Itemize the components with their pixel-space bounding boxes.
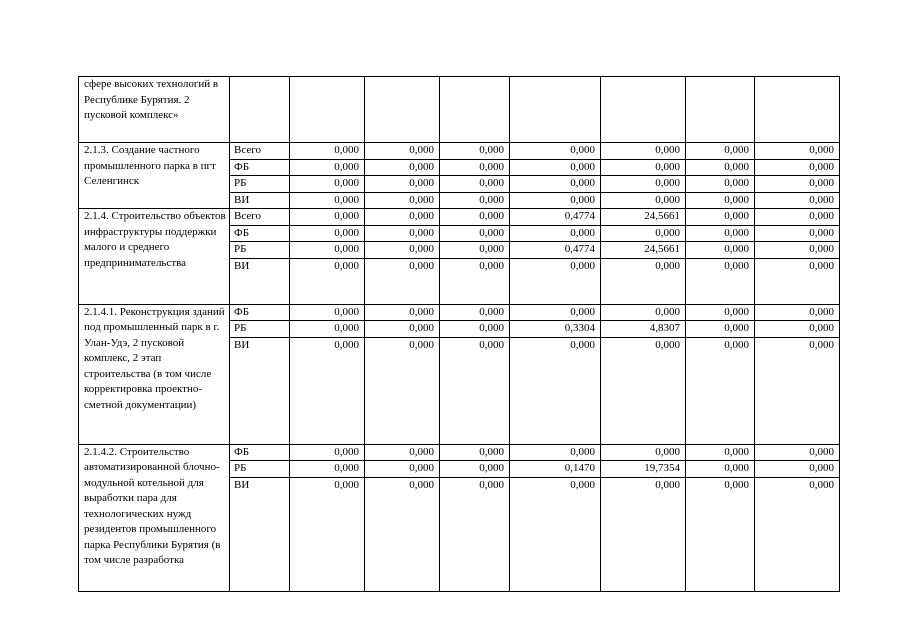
value-cell: 0,000 — [510, 477, 601, 591]
value-cell: 0,000 — [365, 159, 440, 176]
value-cell: 0,000 — [601, 159, 686, 176]
value-cell: 0,000 — [365, 337, 440, 444]
value-cell — [440, 77, 510, 143]
value-cell — [290, 77, 365, 143]
value-cell: 0,000 — [290, 143, 365, 160]
value-cell: 0,000 — [365, 143, 440, 160]
value-cell: 0,000 — [755, 176, 840, 193]
source-label-cell: ФБ — [230, 444, 290, 461]
value-cell: 0,000 — [440, 337, 510, 444]
value-cell: 0,000 — [686, 258, 755, 304]
value-cell: 0,000 — [365, 209, 440, 226]
source-label-cell: ВИ — [230, 477, 290, 591]
value-cell: 0,4774 — [510, 209, 601, 226]
value-cell: 0,000 — [290, 337, 365, 444]
value-cell: 0,000 — [440, 321, 510, 338]
value-cell: 0,000 — [440, 242, 510, 259]
value-cell: 0,000 — [686, 176, 755, 193]
value-cell: 0,000 — [601, 444, 686, 461]
value-cell: 0,000 — [755, 225, 840, 242]
value-cell: 0,000 — [686, 159, 755, 176]
value-cell: 0,000 — [755, 159, 840, 176]
value-cell: 0,000 — [755, 143, 840, 160]
value-cell: 0,000 — [686, 321, 755, 338]
value-cell: 0,000 — [440, 225, 510, 242]
value-cell: 24,5661 — [601, 209, 686, 226]
value-cell: 0,000 — [440, 461, 510, 478]
value-cell: 0,000 — [440, 444, 510, 461]
row-name-cell: 2.1.3. Создание частного промышленного парка в пгт Селенгинск — [79, 143, 230, 209]
row-name-cell: 2.1.4. Строительство объектов инфраструктуры поддержки малого и среднего предпринимательства — [79, 209, 230, 305]
value-cell — [510, 77, 601, 143]
value-cell: 0,000 — [686, 477, 755, 591]
value-cell: 0,000 — [755, 258, 840, 304]
source-label-cell: ВИ — [230, 337, 290, 444]
value-cell: 0,000 — [755, 304, 840, 321]
value-cell: 0,000 — [686, 143, 755, 160]
value-cell: 0,000 — [290, 225, 365, 242]
table-row — [79, 143, 840, 160]
value-cell: 0,000 — [365, 304, 440, 321]
value-cell: 0,000 — [601, 258, 686, 304]
value-cell: 0,000 — [510, 258, 601, 304]
value-cell: 0,000 — [686, 461, 755, 478]
table-row — [79, 77, 840, 143]
value-cell: 0,000 — [686, 304, 755, 321]
value-cell: 0,000 — [440, 477, 510, 591]
source-label-cell: РБ — [230, 321, 290, 338]
value-cell: 0,000 — [290, 176, 365, 193]
value-cell: 0,4774 — [510, 242, 601, 259]
value-cell: 0,000 — [290, 477, 365, 591]
value-cell: 0,000 — [440, 176, 510, 193]
value-cell: 0,000 — [510, 337, 601, 444]
value-cell: 0,000 — [510, 304, 601, 321]
value-cell: 24,5661 — [601, 242, 686, 259]
source-label-cell: РБ — [230, 176, 290, 193]
table-body — [79, 77, 840, 592]
value-cell: 0,000 — [440, 304, 510, 321]
budget-table — [78, 76, 840, 592]
value-cell — [755, 77, 840, 143]
source-label-cell: ВИ — [230, 258, 290, 304]
value-cell: 0,000 — [510, 143, 601, 160]
value-cell: 0,000 — [290, 209, 365, 226]
source-label-cell — [230, 77, 290, 143]
value-cell: 0,000 — [686, 337, 755, 444]
table-row — [79, 209, 840, 226]
value-cell: 0,000 — [290, 159, 365, 176]
value-cell: 0,000 — [601, 337, 686, 444]
value-cell: 0,000 — [686, 192, 755, 209]
value-cell: 0,000 — [510, 192, 601, 209]
value-cell: 0,000 — [601, 304, 686, 321]
source-label-cell: Всего — [230, 143, 290, 160]
value-cell: 0,000 — [440, 159, 510, 176]
value-cell: 0,000 — [755, 192, 840, 209]
value-cell: 0,3304 — [510, 321, 601, 338]
value-cell — [686, 77, 755, 143]
value-cell: 0,000 — [755, 209, 840, 226]
value-cell: 0,000 — [440, 209, 510, 226]
value-cell: 0,000 — [601, 192, 686, 209]
source-label-cell: ФБ — [230, 225, 290, 242]
value-cell: 0,000 — [440, 143, 510, 160]
value-cell: 0,000 — [510, 176, 601, 193]
value-cell: 0,000 — [365, 461, 440, 478]
row-name-cell: сфере высоких технологий в Республике Бурятия. 2 пусковой комплекс» — [79, 77, 230, 143]
value-cell: 0,000 — [365, 444, 440, 461]
value-cell: 0,000 — [290, 461, 365, 478]
source-label-cell: ВИ — [230, 192, 290, 209]
value-cell: 0,000 — [510, 444, 601, 461]
value-cell: 0,000 — [686, 209, 755, 226]
value-cell: 0,000 — [365, 477, 440, 591]
value-cell: 0,000 — [510, 225, 601, 242]
value-cell: 0,000 — [686, 444, 755, 461]
value-cell: 0,000 — [365, 321, 440, 338]
value-cell: 0,000 — [601, 477, 686, 591]
value-cell: 0,000 — [290, 304, 365, 321]
value-cell — [365, 77, 440, 143]
table-row — [79, 304, 840, 321]
value-cell: 4,8307 — [601, 321, 686, 338]
value-cell: 0,000 — [755, 444, 840, 461]
value-cell: 0,1470 — [510, 461, 601, 478]
value-cell: 0,000 — [686, 242, 755, 259]
source-label-cell: РБ — [230, 242, 290, 259]
value-cell: 0,000 — [601, 176, 686, 193]
row-name-cell: 2.1.4.1. Реконструкция зданий под промышленный парк в г. Улан-Удэ, 2 пусковой комплекс, 2 этап строительства (в том числе корректировка проектно-сметной документации) — [79, 304, 230, 444]
value-cell: 0,000 — [755, 477, 840, 591]
value-cell: 0,000 — [290, 192, 365, 209]
value-cell: 0,000 — [601, 143, 686, 160]
source-label-cell: ФБ — [230, 159, 290, 176]
value-cell: 0,000 — [365, 258, 440, 304]
value-cell: 0,000 — [755, 461, 840, 478]
value-cell: 0,000 — [755, 242, 840, 259]
value-cell: 0,000 — [755, 321, 840, 338]
value-cell: 0,000 — [365, 242, 440, 259]
value-cell: 0,000 — [601, 225, 686, 242]
value-cell: 0,000 — [440, 258, 510, 304]
value-cell: 0,000 — [755, 337, 840, 444]
value-cell: 0,000 — [290, 321, 365, 338]
value-cell: 0,000 — [365, 192, 440, 209]
value-cell: 0,000 — [440, 192, 510, 209]
value-cell: 0,000 — [290, 242, 365, 259]
source-label-cell: Всего — [230, 209, 290, 226]
value-cell: 0,000 — [290, 258, 365, 304]
value-cell: 0,000 — [365, 176, 440, 193]
value-cell: 0,000 — [365, 225, 440, 242]
source-label-cell: ФБ — [230, 304, 290, 321]
value-cell: 0,000 — [686, 225, 755, 242]
value-cell — [601, 77, 686, 143]
value-cell: 19,7354 — [601, 461, 686, 478]
value-cell: 0,000 — [510, 159, 601, 176]
value-cell: 0,000 — [290, 444, 365, 461]
source-label-cell: РБ — [230, 461, 290, 478]
row-name-cell: 2.1.4.2. Строительство автоматизированной блочно-модульной котельной для выработки пара для технологических нужд резидентов промышленного парка Республики Бурятия (в том числе разработка — [79, 444, 230, 591]
table-row — [79, 444, 840, 461]
